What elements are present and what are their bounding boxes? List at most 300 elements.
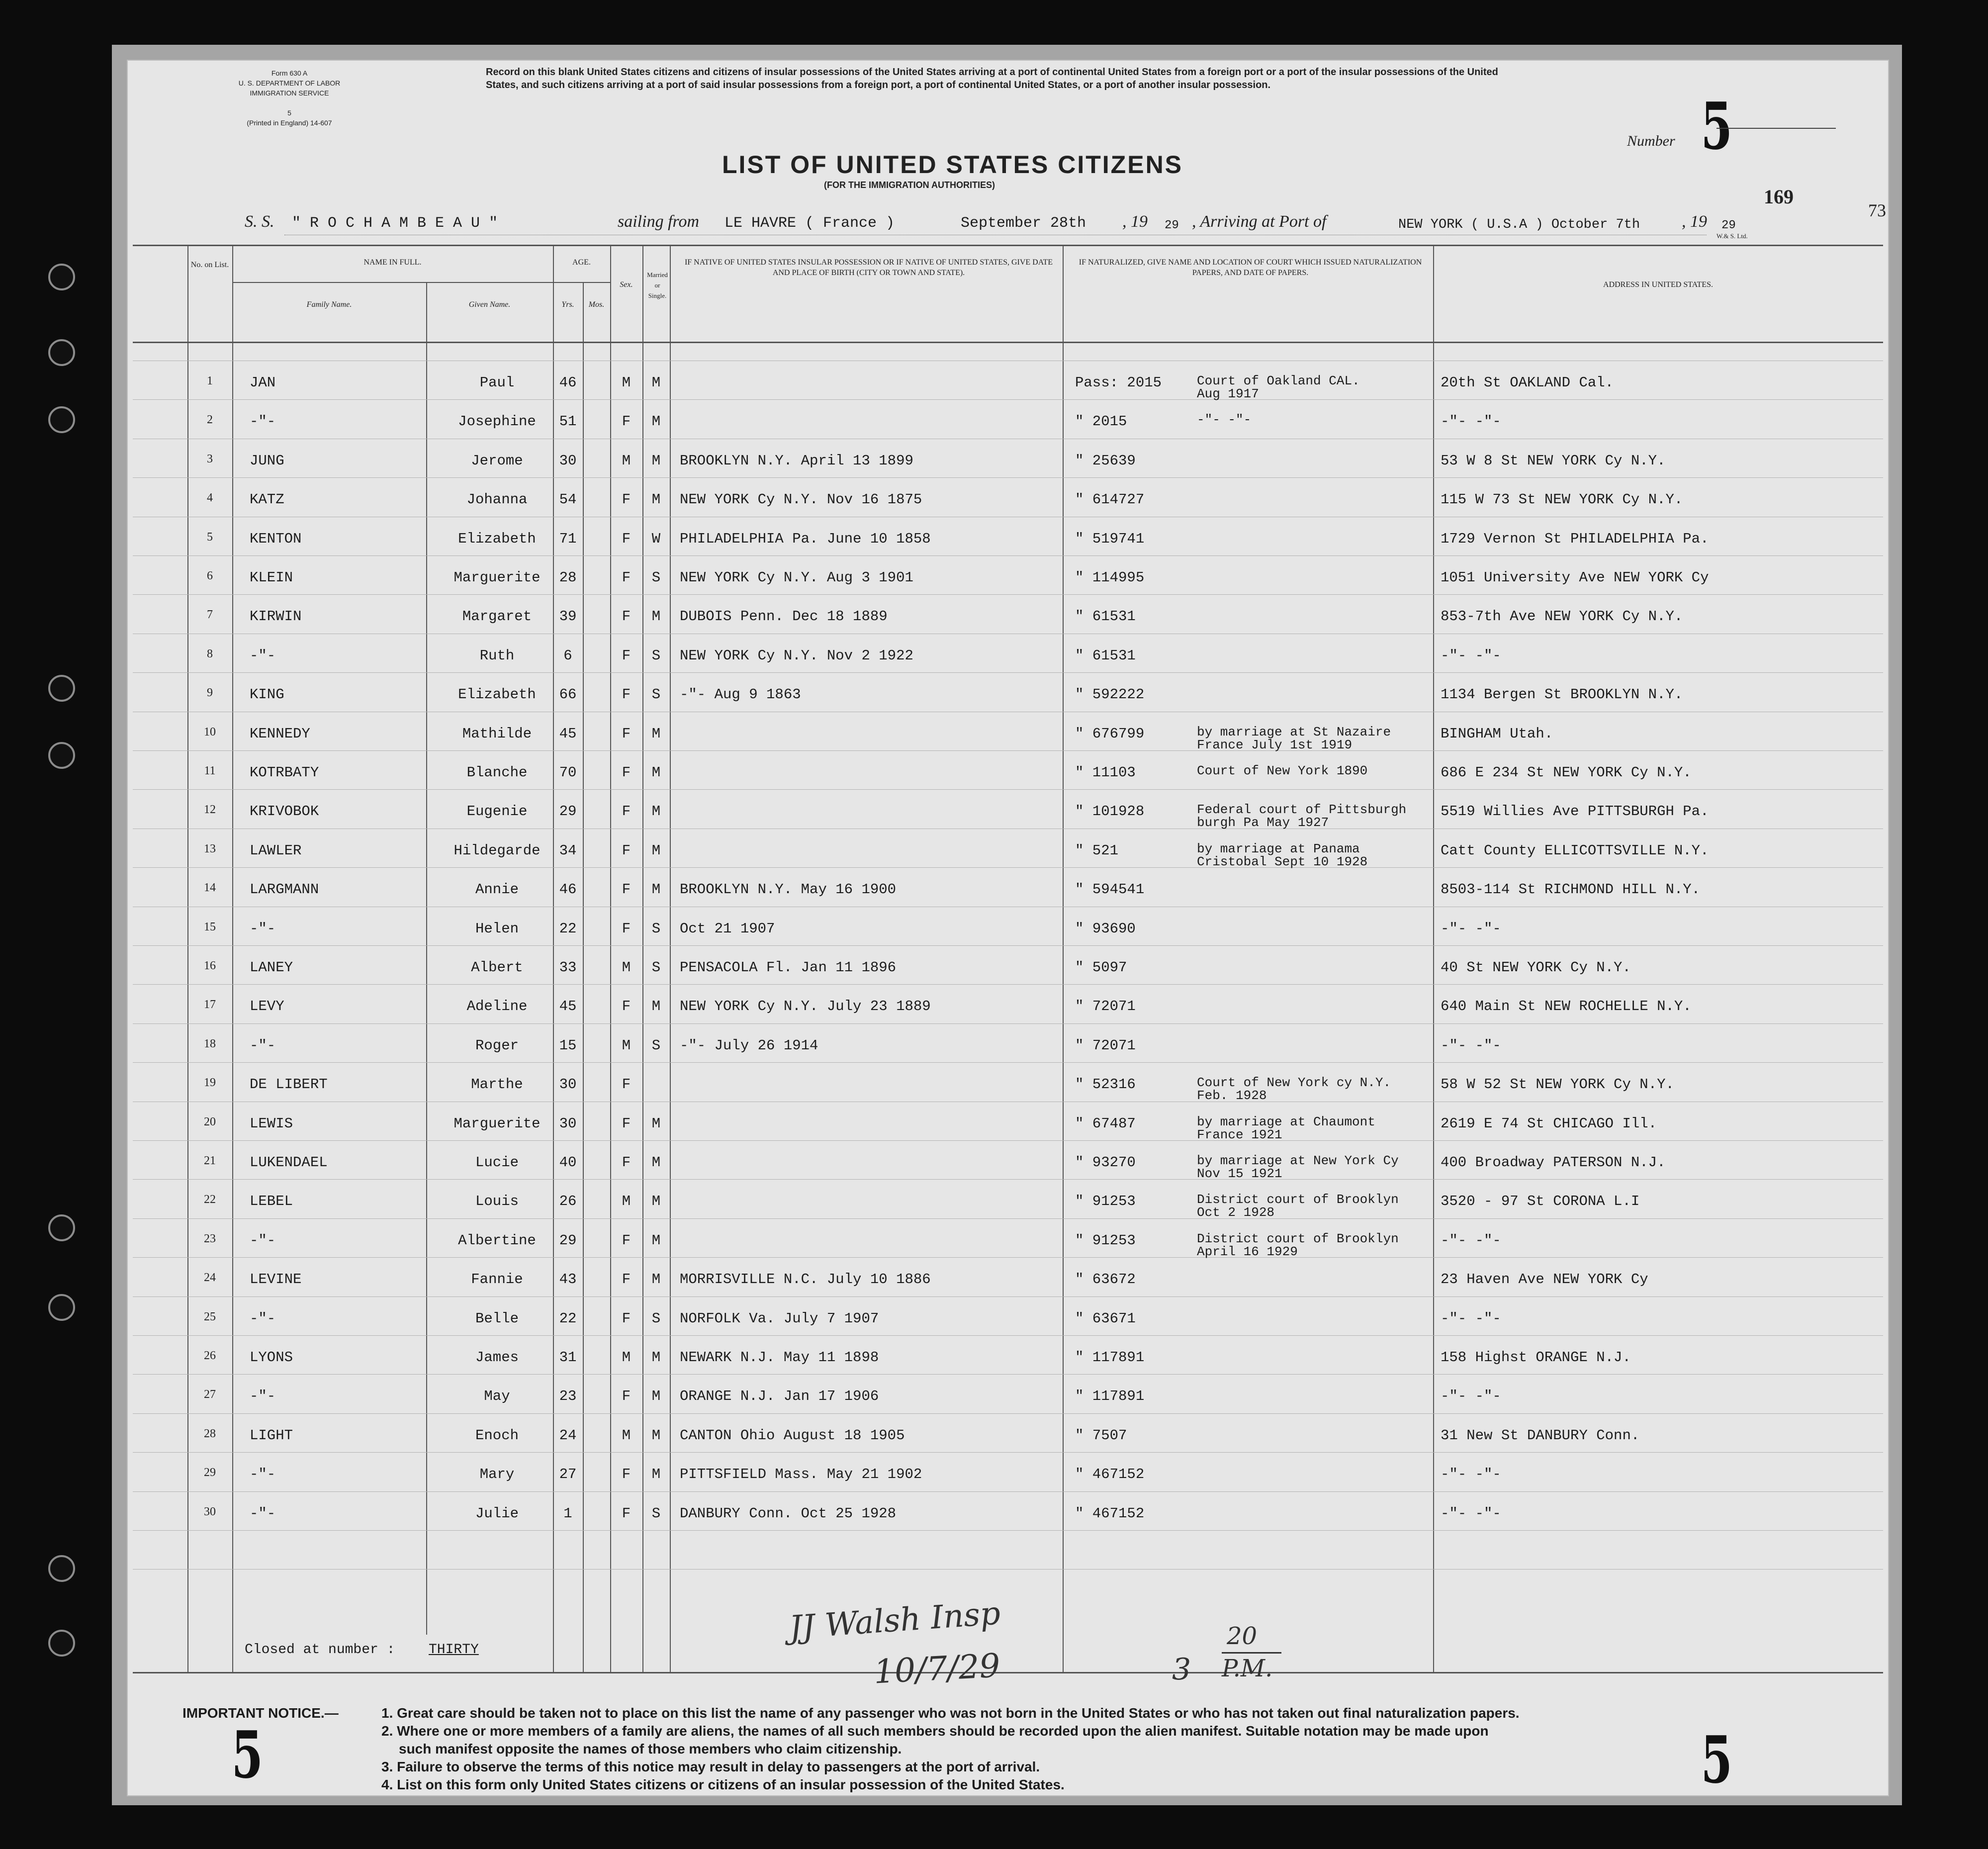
certificate-number: " 114995 — [1075, 569, 1145, 586]
marital-status: M — [651, 764, 661, 781]
punch-hole — [48, 742, 75, 769]
header-age: AGE. — [572, 258, 591, 267]
age-years: 29 — [559, 803, 577, 820]
address: 115 W 73 St NEW YORK Cy N.Y. — [1441, 491, 1683, 508]
birthplace-date: NEW YORK Cy N.Y. Aug 3 1901 — [680, 569, 913, 586]
naturalization-court: District court of Brooklyn — [1197, 1192, 1399, 1207]
family-name: KOTRBATY — [250, 764, 319, 781]
row-rule — [133, 1530, 1883, 1531]
address: 1134 Bergen St BROOKLYN N.Y. — [1441, 686, 1683, 703]
certificate-number: " 63672 — [1075, 1271, 1136, 1288]
edge-number: 73 — [1868, 200, 1886, 220]
row-rule — [133, 1491, 1883, 1492]
age-years: 30 — [559, 1076, 577, 1093]
birthplace-date: -"- Aug 9 1863 — [680, 686, 801, 703]
marital-status: S — [651, 1037, 661, 1054]
given-name: Blanche — [466, 764, 528, 781]
certificate-number: " 93690 — [1075, 920, 1136, 937]
naturalization-date: France 1921 — [1197, 1127, 1282, 1142]
birthplace-date: CANTON Ohio August 18 1905 — [680, 1427, 905, 1444]
address: BINGHAM Utah. — [1441, 725, 1553, 742]
age-years: 15 — [559, 1037, 577, 1054]
age-years: 43 — [559, 1271, 577, 1288]
age-years: 51 — [559, 413, 577, 430]
family-name: LANEY — [250, 959, 293, 976]
family-name: LEVY — [250, 998, 284, 1015]
marital-status: S — [651, 569, 661, 586]
birthplace-date: NEW YORK Cy N.Y. Nov 16 1875 — [680, 491, 922, 508]
birthplace-date: ORANGE N.J. Jan 17 1906 — [680, 1388, 879, 1405]
col-divider — [232, 245, 233, 1672]
family-name: LIGHT — [250, 1427, 293, 1444]
row-number: 7 — [207, 608, 213, 622]
header-birth: IF NATIVE OF UNITED STATES INSULAR POSSESSION OR IF NATIVE OF UNITED STATES, GIVE DATE AND PLACE OF BIRTH (CITY OR TOWN AND STATE). — [684, 258, 1053, 277]
header-no-on-list: No. on List. — [190, 261, 229, 269]
table-bottom-border — [133, 1672, 1883, 1673]
naturalization-date: April 16 1929 — [1197, 1244, 1298, 1259]
given-name: Eugenie — [466, 803, 528, 820]
notice-item-1: 1. Great care should be taken not to place on this list the name of any passenger who was not born in the United States or who has not taken out final naturalization papers. — [381, 1705, 1520, 1721]
closed-value: THIRTY — [429, 1642, 479, 1658]
sailing-year: 29 — [1165, 219, 1179, 232]
time-fraction-bar — [1222, 1652, 1281, 1654]
address: 400 Broadway PATERSON N.J. — [1441, 1154, 1666, 1171]
certificate-number: " 592222 — [1075, 686, 1145, 703]
marital-status: M — [651, 1388, 661, 1405]
service: IMMIGRATION SERVICE — [250, 89, 329, 97]
notice-item-2: 2. Where one or more members of a family are aliens, the names of all such members should be recorded upon the alien manifest. Suitable notation may be made upon — [381, 1723, 1489, 1739]
age-header-divider — [553, 282, 610, 283]
certificate-number: " 117891 — [1075, 1388, 1145, 1405]
age-years: 30 — [559, 1115, 577, 1132]
naturalization-date: France July 1st 1919 — [1197, 737, 1353, 752]
address: -"- -"- — [1441, 1037, 1501, 1054]
page-stamp: 169 — [1764, 185, 1794, 208]
row-rule — [133, 750, 1883, 751]
sex: F — [622, 842, 631, 859]
certificate-number: " 467152 — [1075, 1505, 1145, 1522]
family-name: LYONS — [250, 1349, 293, 1366]
age-years: 27 — [559, 1466, 577, 1483]
year-prefix: , 19 — [1122, 212, 1148, 231]
certificate-number: " 676799 — [1075, 725, 1145, 742]
marital-status: M — [651, 413, 661, 430]
marital-status: M — [651, 1466, 661, 1483]
sailing-label: sailing from — [618, 212, 700, 231]
family-name: LEVINE — [250, 1271, 302, 1288]
big-list-number-left: 5 — [231, 1717, 263, 1793]
sex: F — [622, 491, 631, 508]
row-number: 28 — [204, 1427, 216, 1440]
age-years: 45 — [559, 998, 577, 1015]
family-name: KRIVOBOK — [250, 803, 319, 820]
given-name: Josephine — [458, 413, 536, 430]
birthplace-date: NEW YORK Cy N.Y. Nov 2 1922 — [680, 647, 913, 664]
marital-status: M — [651, 1193, 661, 1210]
family-name: -"- — [250, 920, 276, 937]
birthplace-date: NEWARK N.J. May 11 1898 — [680, 1349, 879, 1366]
family-name: DE LIBERT — [250, 1076, 328, 1093]
certificate-number: " 594541 — [1075, 881, 1145, 898]
certificate-number: " 91253 — [1075, 1232, 1136, 1249]
birthplace-date: BROOKLYN N.Y. May 16 1900 — [680, 881, 897, 898]
age-years: 31 — [559, 1349, 577, 1366]
row-number: 23 — [204, 1232, 216, 1245]
age-years: 33 — [559, 959, 577, 976]
naturalization-court: Federal court of Pittsburgh — [1197, 802, 1407, 818]
marital-status: M — [651, 452, 661, 469]
address: 23 Haven Ave NEW YORK Cy — [1441, 1271, 1648, 1288]
age-years: 46 — [559, 374, 577, 391]
certificate-number: " 67487 — [1075, 1115, 1136, 1132]
sex: F — [622, 647, 631, 664]
birthplace-date: PITTSFIELD Mass. May 21 1902 — [680, 1466, 922, 1483]
row-number: 24 — [204, 1271, 216, 1285]
certificate-number: " 72071 — [1075, 998, 1136, 1015]
family-name: KENNEDY — [250, 725, 310, 742]
punch-hole — [48, 1294, 75, 1321]
given-name: May — [484, 1388, 510, 1405]
row-rule — [133, 1335, 1883, 1336]
time-hour: 3 — [1172, 1652, 1191, 1687]
number-underline — [1717, 128, 1836, 129]
address: -"- -"- — [1441, 647, 1501, 664]
marital-status: S — [651, 686, 661, 703]
col-divider — [426, 282, 427, 1635]
family-name: LARGMANN — [250, 881, 319, 898]
address: 640 Main St NEW ROCHELLE N.Y. — [1441, 998, 1692, 1015]
family-name: JUNG — [250, 452, 284, 469]
certificate-number: " 11103 — [1075, 764, 1136, 781]
marital-status: M — [651, 1271, 661, 1288]
family-name: LEWIS — [250, 1115, 293, 1132]
row-rule — [133, 1374, 1883, 1375]
header-bottom-border — [133, 342, 1883, 343]
age-years: 22 — [559, 920, 577, 937]
row-number: 15 — [204, 920, 216, 933]
sex: F — [622, 881, 631, 898]
age-years: 23 — [559, 1388, 577, 1405]
address: 686 E 234 St NEW YORK Cy N.Y. — [1441, 764, 1692, 781]
row-number: 21 — [204, 1154, 216, 1167]
row-rule — [133, 945, 1883, 946]
punch-hole — [48, 339, 75, 366]
birthplace-date: MORRISVILLE N.C. July 10 1886 — [680, 1271, 931, 1288]
row-number: 8 — [207, 647, 213, 660]
family-name: -"- — [250, 1037, 276, 1054]
header-address: ADDRESS IN UNITED STATES. — [1603, 280, 1713, 289]
age-years: 66 — [559, 686, 577, 703]
row-number: 6 — [207, 569, 213, 582]
number-label: Number — [1627, 133, 1675, 149]
address: 853-7th Ave NEW YORK Cy N.Y. — [1441, 608, 1683, 625]
row-rule — [133, 477, 1883, 478]
given-name: Fannie — [471, 1271, 523, 1288]
age-years: 46 — [559, 881, 577, 898]
marital-status: M — [651, 374, 661, 391]
col-divider — [670, 245, 671, 1672]
row-number: 27 — [204, 1388, 216, 1401]
header-married-single: Married or Single. — [647, 271, 668, 299]
age-years: 6 — [563, 647, 572, 664]
naturalization-court: by marriage at St Nazaire — [1197, 724, 1391, 740]
table-top-border — [133, 245, 1883, 246]
list-number: 5 — [1701, 88, 1732, 164]
form-number: Form 630 A — [271, 69, 308, 77]
family-name: LEBEL — [250, 1193, 293, 1210]
address: 3520 - 97 St CORONA L.I — [1441, 1193, 1640, 1210]
given-name: Louis — [475, 1193, 519, 1210]
address: -"- -"- — [1441, 1466, 1501, 1483]
punch-hole — [48, 1555, 75, 1582]
certificate-number: " 7507 — [1075, 1427, 1127, 1444]
naturalization-court: District court of Brooklyn — [1197, 1231, 1399, 1246]
row-number: 13 — [204, 842, 216, 855]
certificate-number: " 52316 — [1075, 1076, 1136, 1093]
row-number: 20 — [204, 1115, 216, 1128]
ss-label: S. S. — [245, 212, 274, 231]
address: -"- -"- — [1441, 1310, 1501, 1327]
sailing-date: September 28th — [961, 215, 1086, 232]
age-years: 45 — [559, 725, 577, 742]
certificate-number: " 614727 — [1075, 491, 1145, 508]
marital-status: M — [651, 491, 661, 508]
family-name: JAN — [250, 374, 276, 391]
notice-item-4: 4. List on this form only United States citizens or citizens of an insular possession of the United States. — [381, 1777, 1065, 1792]
header-yrs: Yrs. — [561, 300, 574, 309]
certificate-number: " 91253 — [1075, 1193, 1136, 1210]
naturalization-date: Cristobal Sept 10 1928 — [1197, 854, 1368, 869]
marital-status: M — [651, 998, 661, 1015]
sex: F — [622, 1115, 631, 1132]
name-header-divider — [232, 282, 553, 283]
given-name: Johanna — [466, 491, 528, 508]
given-name: Paul — [479, 374, 515, 391]
sex: F — [622, 569, 631, 586]
family-name: KENTON — [250, 530, 302, 547]
address: 53 W 8 St NEW YORK Cy N.Y. — [1441, 452, 1666, 469]
sex: F — [622, 998, 631, 1015]
row-rule — [133, 1257, 1883, 1258]
sex: M — [622, 959, 631, 976]
sex: M — [622, 374, 631, 391]
sex: F — [622, 686, 631, 703]
manifest-page — [127, 60, 1889, 1796]
given-name: Albert — [471, 959, 523, 976]
birthplace-date: Oct 21 1907 — [680, 920, 775, 937]
age-years: 28 — [559, 569, 577, 586]
marital-status: M — [651, 881, 661, 898]
naturalization-court: -"- -"- — [1197, 412, 1252, 428]
age-years: 22 — [559, 1310, 577, 1327]
row-rule — [133, 1023, 1883, 1024]
family-name: -"- — [250, 1310, 276, 1327]
row-rule — [133, 789, 1883, 790]
birthplace-date: NORFOLK Va. July 7 1907 — [680, 1310, 879, 1327]
punch-hole — [48, 406, 75, 433]
form-id-block — [207, 68, 371, 128]
sex: F — [622, 920, 631, 937]
naturalization-court: Court of New York 1890 — [1197, 763, 1368, 778]
family-name: KATZ — [250, 491, 284, 508]
address: 20th St OAKLAND Cal. — [1441, 374, 1614, 391]
sex: M — [622, 1037, 631, 1054]
notice-item-2-cont: such manifest opposite the names of those members who claim citizenship. — [399, 1741, 902, 1757]
certificate-number: " 25639 — [1075, 452, 1136, 469]
given-name: Mary — [479, 1466, 515, 1483]
address: Catt County ELLICOTTSVILLE N.Y. — [1441, 842, 1709, 859]
row-number: 25 — [204, 1310, 216, 1323]
age-years: 70 — [559, 764, 577, 781]
row-rule — [133, 1413, 1883, 1414]
row-number: 12 — [204, 803, 216, 817]
age-years: 29 — [559, 1232, 577, 1249]
age-years: 40 — [559, 1154, 577, 1171]
sex: F — [622, 1271, 631, 1288]
closed-label: Closed at number : — [245, 1642, 395, 1658]
naturalization-date: burgh Pa May 1927 — [1197, 815, 1329, 831]
header-given-name: Given Name. — [468, 300, 511, 309]
birthplace-date: PENSACOLA Fl. Jan 11 1896 — [680, 959, 897, 976]
address: 31 New St DANBURY Conn. — [1441, 1427, 1640, 1444]
address: 158 Highst ORANGE N.J. — [1441, 1349, 1631, 1366]
header-naturalized: IF NATURALIZED, GIVE NAME AND LOCATION OF COURT WHICH ISSUED NATURALIZATION PAPERS, AND DATE OF PAPERS. — [1079, 258, 1422, 277]
sex: F — [622, 608, 631, 625]
marital-status: S — [651, 1505, 661, 1522]
family-name: KING — [250, 686, 284, 703]
sex: F — [622, 764, 631, 781]
header-family-name: Family Name. — [306, 300, 352, 309]
header-name-in-full: NAME IN FULL. — [363, 258, 422, 267]
row-number: 17 — [204, 998, 216, 1012]
row-number: 9 — [207, 686, 213, 700]
given-name: Albertine — [458, 1232, 536, 1249]
given-name: Hildegarde — [453, 842, 541, 859]
arriving-port: NEW YORK ( U.S.A ) October 7th — [1398, 217, 1640, 232]
given-name: Belle — [475, 1310, 519, 1327]
naturalization-court: Court of New York cy N.Y. — [1197, 1075, 1391, 1091]
certificate-number: " 61531 — [1075, 647, 1136, 664]
marital-status: M — [651, 1154, 661, 1171]
certificate-number: " 101928 — [1075, 803, 1145, 820]
family-name: -"- — [250, 1388, 276, 1405]
sex: F — [622, 1466, 631, 1483]
row-number: 10 — [204, 725, 216, 739]
marital-status: M — [651, 803, 661, 820]
address: 1729 Vernon St PHILADELPHIA Pa. — [1441, 530, 1709, 547]
given-name: Annie — [475, 881, 519, 898]
printer-mark: W.& S. Ltd. — [1717, 232, 1748, 240]
naturalization-court: Court of Oakland CAL. — [1197, 373, 1360, 388]
birthplace-date: DANBURY Conn. Oct 25 1928 — [680, 1505, 897, 1522]
age-years: 24 — [559, 1427, 577, 1444]
birthplace-date: PHILADELPHIA Pa. June 10 1858 — [680, 530, 931, 547]
row-number: 16 — [204, 959, 216, 972]
certificate-number: " 521 — [1075, 842, 1119, 859]
row-number: 19 — [204, 1076, 216, 1090]
sex: M — [622, 1427, 631, 1444]
given-name: Lucie — [475, 1154, 519, 1171]
sex: F — [622, 1076, 631, 1093]
naturalization-court: by marriage at Chaumont — [1197, 1114, 1375, 1129]
address: 1051 University Ave NEW YORK Cy — [1441, 569, 1709, 586]
given-name: Margaret — [462, 608, 532, 625]
header-mos: Mos. — [588, 300, 605, 309]
certificate-number: " 5097 — [1075, 959, 1127, 976]
sex: F — [622, 803, 631, 820]
row-rule — [133, 1062, 1883, 1063]
marital-status: M — [651, 1232, 661, 1249]
family-name: -"- — [250, 1466, 276, 1483]
row-rule — [133, 1569, 1883, 1570]
row-number: 26 — [204, 1349, 216, 1362]
given-name: Ruth — [479, 647, 515, 664]
address: 5519 Willies Ave PITTSBURGH Pa. — [1441, 803, 1709, 820]
address: -"- -"- — [1441, 920, 1501, 937]
naturalization-court: by marriage at New York Cy — [1197, 1153, 1399, 1168]
certificate-number: " 72071 — [1075, 1037, 1136, 1054]
given-name: Adeline — [466, 998, 528, 1015]
given-name: Helen — [475, 920, 519, 937]
naturalization-date: Nov 15 1921 — [1197, 1166, 1282, 1181]
given-name: Elizabeth — [458, 530, 536, 547]
row-number: 18 — [204, 1037, 216, 1050]
sex: M — [622, 1349, 631, 1366]
row-rule — [133, 594, 1883, 595]
marital-status: M — [651, 608, 661, 625]
row-number: 1 — [207, 374, 213, 387]
family-name: -"- — [250, 647, 276, 664]
col-divider — [1433, 245, 1434, 1672]
sex: F — [622, 1505, 631, 1522]
naturalization-date: Oct 2 1928 — [1197, 1205, 1275, 1220]
record-instructions: Record on this blank United States citizens and citizens of insular possessions of the United States arriving at a port of continental United States from a foreign port or a port of the insular possessions of the United States, and such citizens arriving at a port of said insular possessions from a foreign port, a port of continental United States, or a port of another insular possession. — [486, 67, 1498, 91]
family-name: -"- — [250, 1232, 276, 1249]
marital-status: M — [651, 842, 661, 859]
family-name: LAWLER — [250, 842, 302, 859]
certificate-number: " 93270 — [1075, 1154, 1136, 1171]
sex: F — [622, 1232, 631, 1249]
marital-status: S — [651, 1310, 661, 1327]
sex: F — [622, 1154, 631, 1171]
given-name: Julie — [475, 1505, 519, 1522]
punch-hole — [48, 1630, 75, 1657]
given-name: James — [475, 1349, 519, 1366]
birthplace-date: NEW YORK Cy N.Y. July 23 1889 — [680, 998, 931, 1015]
birthplace-date: -"- July 26 1914 — [680, 1037, 818, 1054]
row-number: 11 — [204, 764, 216, 777]
page-subtitle: (FOR THE IMMIGRATION AUTHORITIES) — [824, 180, 995, 190]
given-name: Mathilde — [462, 725, 532, 742]
address: -"- -"- — [1441, 1505, 1501, 1522]
age-years: 71 — [559, 530, 577, 547]
given-name: Marguerite — [453, 1115, 541, 1132]
address: 58 W 52 St NEW YORK Cy N.Y. — [1441, 1076, 1674, 1093]
department: U. S. DEPARTMENT OF LABOR — [238, 79, 341, 87]
sex: F — [622, 1310, 631, 1327]
notice-item-3: 3. Failure to observe the terms of this notice may result in delay to passengers at the port of arrival. — [381, 1759, 1040, 1774]
family-name: -"- — [250, 413, 276, 430]
certificate-number: " 61531 — [1075, 608, 1136, 625]
year-prefix: , 19 — [1682, 212, 1707, 231]
naturalization-date: Feb. 1928 — [1197, 1088, 1267, 1104]
punch-hole — [48, 675, 75, 702]
family-name: KIRWIN — [250, 608, 302, 625]
row-rule — [133, 867, 1883, 868]
certificate-number: " 467152 — [1075, 1466, 1145, 1483]
certificate-number: " 2015 — [1075, 413, 1127, 430]
address: -"- -"- — [1441, 1232, 1501, 1249]
